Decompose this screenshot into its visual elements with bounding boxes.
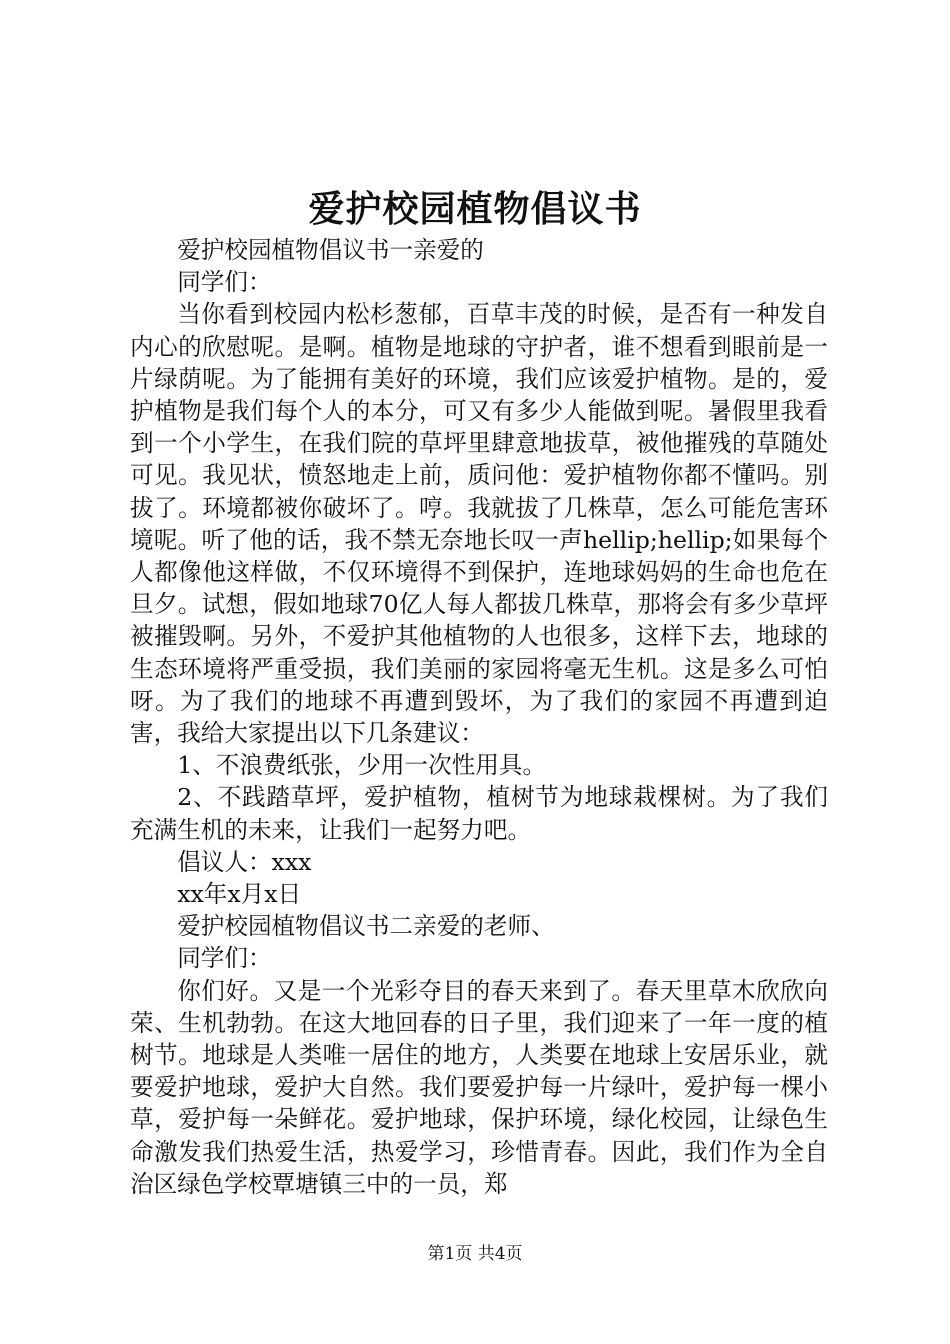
body-paragraph: 你们好。又是一个光彩夺目的春天来到了。春天里草木欣欣向荣、生机勃勃。在这大地回春的日子里，我们迎来了一年一度的植树节。地球是人类唯一居住的地方，人类要在地球上安居乐业，就要爱护地球，爱护大自然。我们要爱护每一片绿叶，爱护每一棵小草，爱护每一朵鲜花。爱护地球，保护环境，绿化校园，让绿色生命激发我们热爱生活，热爱学习，珍惜青春。因此，我们作为全自治区绿色学校覃塘镇三中的一员，郑 bbox=[130, 976, 828, 1198]
salutation-1-addressee: 同学们： bbox=[177, 268, 272, 297]
signature-initiator: 倡议人：xxx bbox=[177, 847, 312, 876]
salutation-2-addressee: 同学们： bbox=[177, 944, 272, 973]
signature-date: xx年x月x日 bbox=[177, 880, 302, 909]
document-title: 爱护校园植物倡议书 bbox=[308, 188, 642, 230]
page-footer: 第1页 共4页 bbox=[427, 1244, 523, 1264]
suggestion-1: 1、不浪费纸张，少用一次性用具。 bbox=[177, 751, 547, 780]
salutation-1: 爱护校园植物倡议书一亲爱的 bbox=[177, 236, 484, 264]
body-paragraph: 当你看到校园内松杉葱郁，百草丰茂的时候，是否有一种发自内心的欣慰呢。是啊。植物是地球的守护者，谁不想看到眼前是一片绿荫呢。为了能拥有美好的环境，我们应该爱护植物。是的，爱护植物是我们每个人的本分，可又有多少人能做到呢。暑假里我看到一个小学生，在我们院的草坪里肆意地拔草，被他摧残的草随处可见。我见状，愤怒地走上前，质问他：爱护植物你都不懂吗。别拔了。环境都被你破坏了。哼。我就拔了几株草，怎么可能危害环境呢。听了他的话，我不禁无奈地长叹一声hellip;hellip;如果每个人都像他这样做，不仅环境得不到保护，连地球妈妈的生命也危在旦夕。试想，假如地球70亿人每人都拔几株草，那将会有多少草坪被摧毁啊。另外，不爱护其他植物的人也很多，这样下去，地球的生态环境将严重受损，我们美丽的家园将毫无生机。这是多么可怕呀。为了我们的地球不再遭到毁坏，为了我们的家园不再遭到迫害，我给大家提出以下几条建议： bbox=[130, 300, 828, 748]
salutation-2: 爱护校园植物倡议书二亲爱的老师、 bbox=[177, 912, 555, 941]
suggestion-2: 2、不践踏草坪，爱护植物，植树节为地球栽棵树。为了我们充满生机的未来，让我们一起努力吧。 bbox=[130, 783, 828, 844]
document-body bbox=[130, 234, 828, 1200]
